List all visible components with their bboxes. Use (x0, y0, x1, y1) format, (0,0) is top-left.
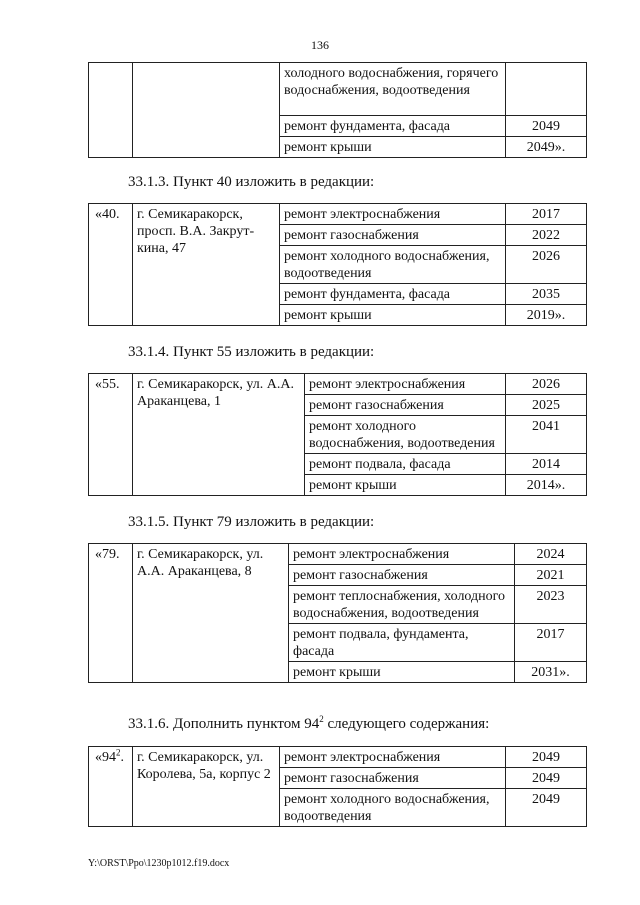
num-cell (89, 63, 133, 158)
item-number-text: «94 (95, 750, 116, 765)
year-cell: 2049 (506, 768, 587, 789)
work-cell: ремонт электроснабжения (280, 204, 506, 225)
work-cell: ремонт электроснабжения (305, 374, 506, 395)
item-number-superscript: 2 (116, 747, 121, 758)
address-cell (133, 63, 280, 158)
year-cell: 2019». (506, 305, 587, 326)
item-address: г. Семикаракорск, ул. А.А. Араканцева, 1 (133, 374, 305, 496)
year-cell (506, 63, 587, 116)
item-number: «55. (89, 374, 133, 496)
item-address: г. Семикаракорск, просп. В.А. Закрут-кина, 47 (133, 204, 280, 326)
year-cell: 2026 (506, 246, 587, 284)
work-cell: ремонт электроснабжения (289, 544, 515, 565)
year-cell: 2022 (506, 225, 587, 246)
section-heading: 33.1.3. Пункт 40 изложить в редакции: (128, 174, 375, 190)
year-cell: 2031». (515, 662, 587, 683)
work-cell: ремонт крыши (289, 662, 515, 683)
work-cell: ремонт фундамента, фасада (280, 284, 506, 305)
year-cell: 2021 (515, 565, 587, 586)
work-cell: ремонт подвала, фасада (305, 454, 506, 475)
section-heading (128, 716, 489, 733)
work-cell: ремонт холодного водоснабжения, водоотведения (305, 416, 506, 454)
work-cell: ремонт холодного водоснабжения, водоотведения (280, 246, 506, 284)
item-40-table (88, 203, 587, 326)
table-row (89, 747, 587, 768)
year-cell: 2017 (506, 204, 587, 225)
work-cell: ремонт газоснабжения (305, 395, 506, 416)
item-address: г. Семикаракорск, ул. Королева, 5а, корпус 2 (133, 747, 280, 827)
year-cell: 2049 (506, 116, 587, 137)
item-number: «79. (89, 544, 133, 683)
work-cell: ремонт холодного водоснабжения, водоотведения (280, 789, 506, 827)
section-heading: 33.1.5. Пункт 79 изложить в редакции: (128, 514, 375, 530)
year-cell: 2014». (506, 475, 587, 496)
continuation-table (88, 62, 587, 158)
item-number (89, 747, 133, 827)
item-number: «40. (89, 204, 133, 326)
work-cell: ремонт газоснабжения (280, 225, 506, 246)
table-row (89, 374, 587, 395)
table-row (89, 63, 587, 116)
year-cell: 2049». (506, 137, 587, 158)
year-cell: 2025 (506, 395, 587, 416)
file-path-footer: Y:\ORST\Ppo\1230p1012.f19.docx (88, 858, 230, 869)
year-cell: 2035 (506, 284, 587, 305)
year-cell: 2026 (506, 374, 587, 395)
section-heading: 33.1.4. Пункт 55 изложить в редакции: (128, 344, 375, 360)
year-cell: 2024 (515, 544, 587, 565)
item-79-table (88, 543, 587, 683)
year-cell: 2049 (506, 747, 587, 768)
work-cell: ремонт газоснабжения (289, 565, 515, 586)
work-cell: холодного водоснабжения, горячего водоснабжения, водоотведения (280, 63, 506, 116)
item-address: г. Семикаракорск, ул. А.А. Араканцева, 8 (133, 544, 289, 683)
item-55-table (88, 373, 587, 496)
year-cell: 2017 (515, 624, 587, 662)
table-row (89, 544, 587, 565)
work-cell: ремонт фундамента, фасада (280, 116, 506, 137)
item-94-2-table (88, 746, 587, 827)
year-cell: 2014 (506, 454, 587, 475)
work-cell: ремонт крыши (305, 475, 506, 496)
table-row (89, 204, 587, 225)
work-cell: ремонт подвала, фундамента, фасада (289, 624, 515, 662)
year-cell: 2049 (506, 789, 587, 827)
heading-text: 33.1.6. Дополнить пунктом 94 (128, 716, 320, 732)
heading-superscript: 2 (319, 714, 324, 724)
work-cell: ремонт электроснабжения (280, 747, 506, 768)
work-cell: ремонт крыши (280, 305, 506, 326)
item-number-dot: . (120, 750, 124, 765)
work-cell: ремонт крыши (280, 137, 506, 158)
year-cell: 2041 (506, 416, 587, 454)
heading-text-end: следующего содержания: (323, 716, 490, 732)
work-cell: ремонт газоснабжения (280, 768, 506, 789)
page-number: 136 (311, 38, 329, 52)
work-cell: ремонт теплоснабжения, холодного водоснабжения, водоотведения (289, 586, 515, 624)
year-cell: 2023 (515, 586, 587, 624)
